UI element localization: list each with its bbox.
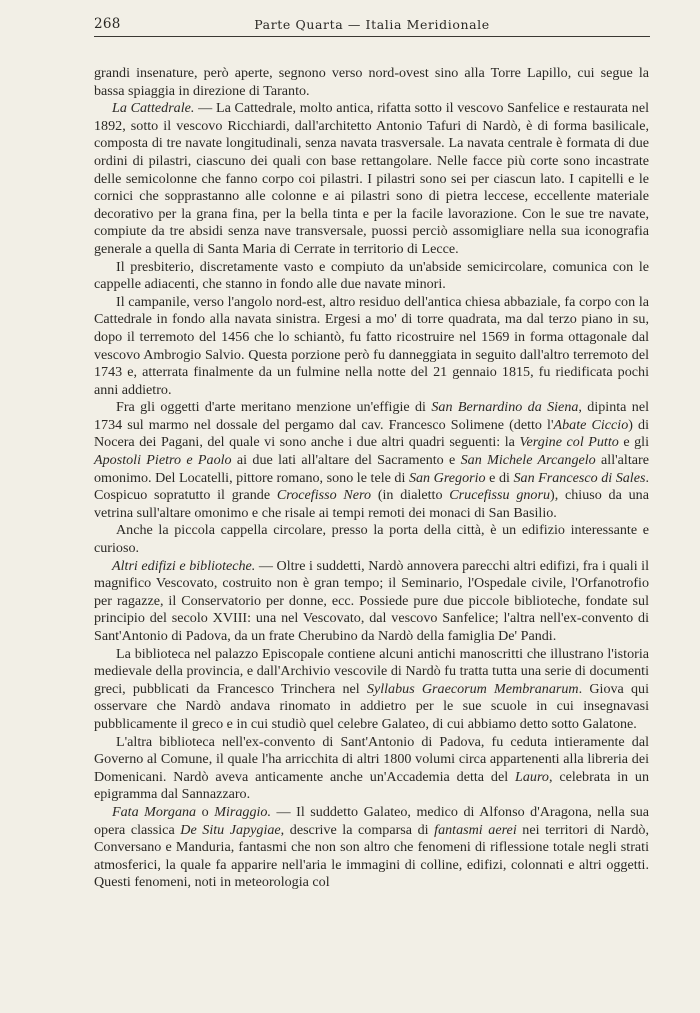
section-heading-miraggio: Miraggio.	[214, 803, 271, 820]
section-heading-altri-edifizi: Altri edifizi e biblioteche.	[112, 557, 256, 574]
section-heading-fata-morgana: Fata Morgana	[112, 803, 197, 820]
paragraph-cappella: Anche la piccola cappella circolare, presso la porta della città, è un edifizio interessante e curioso.	[94, 522, 649, 557]
paragraph-presbiterio: Il presbiterio, discretamente vasto e compiuto da un'abside semicircolare, comunica con le cappelle adiacenti, che stanno in fondo alle due navate minori.	[94, 258, 649, 293]
paragraph-fata-morgana: Fata Morgana o Miraggio. — Il suddetto Galateo, medico di Alfonso d'Aragona, nella sua opera classica De Situ Japygiae, descrive la comparsa di fantasmi aerei nei territori di Nardò, Conversano e Manduria, fantasmi che non son altro che fenomeni di riflessione totale negli strati atmosferici, la quale fa apparire nell'aria le immagini di colline, edifizi, colonnati e altri oggetti. Questi fenomeni, noti in meteorologia col	[94, 803, 650, 891]
section-heading-cattedrale: La Cattedrale.	[112, 100, 195, 117]
paragraph-altra-biblioteca: L'altra biblioteca nell'ex-convento di Sant'Antonio di Padova, fu ceduta intieramente dal Governo al Comune, il quale l'ha arricchita di altri 1800 volumi circa appartenenti alla libreria dei Domenicani. Nardò aveva anticamente anche un'Accademia detta del Lauro, celebrata in un epigramma dal Sannazzaro.	[94, 733, 650, 803]
paragraph-oggetti-arte: Fra gli oggetti d'arte meritano menzione un'effigie di San Bernardino da Siena, dipinta nel 1734 sul marmo nel dossale del pergamo dal cav. Francesco Solimene (detto l'Abate Ciccio) di Nocera dei Pagani, del quale vi sono anche i due altri quadri seguenti: la Vergine col Putto e gli Apostoli Pietro e Paolo ai due lati all'altare del Sacramento e San Michele Arcangelo all'altare omonimo. Del Locatelli, pittore romano, sono le tele di San Gregorio e di San Francesco di Sales. Cospicuo sopratutto il grande Crocefisso Nero (in dialetto Crucefissu gnoru), chiuso da una vetrina sull'altare omonimo e che risale ai tempi remoti dei monaci di San Basilio.	[94, 399, 650, 521]
running-title: Parte Quarta — Italia Meridionale	[254, 17, 490, 32]
paragraph-campanile: Il campanile, verso l'angolo nord-est, altro residuo dell'antica chiesa abbaziale, fa corpo con la Cattedrale in fondo alla navata sinistra. Ergesi a mo' di torre quadrata, ma dal terzo piano in su, dopo il terremoto del 1456 che lo schiantò, fu fatto ricostruire nel 1569 in forma ottagonale dal vescovo Ambrogio Salvio. Questa porzione però fu danneggiata in seguito dall'altro terremoto del 1743 e, atterrata finalmente da un fulmine nella notte del 21 gennaio 1815, fu riedificata pochi anni addietro.	[94, 293, 649, 398]
paragraph-altri-edifizi: Altri edifizi e biblioteche. — Oltre i suddetti, Nardò annovera parecchi altri edifizi, fra i quali il magnifico Vescovato, costruito non è gran tempo; il Seminario, l'Ospedale civile, l'Orfanotrofio per ragazze, il Conservatorio per donne, ecc. Possiede pure due piccole biblioteche, fondate sul principio del secolo XVIII: una nel Vescovato, dal vescovo Sanfelice; l'altra nell'ex-convento di Sant'Antonio di Padova, da un frate Cherubino da Nardò della famiglia De' Pandi.	[94, 557, 649, 644]
paragraph-biblioteca-episcopale: La biblioteca nel palazzo Episcopale contiene alcuni antichi manoscritti che illustrano l'istoria medievale della provincia, e dall'Archivio vescovile di Nardò fu tratta tutta una serie di documenti greci, pubblicati da Francesco Trinchera nel Syllabus Graecorum Membranarum. Giova qui osservare che Nardò andava rinomato in addietro per le sue scuole in cui insegnavasi pubblicamente il greco e in cui studiò quel celebre Galateo, di cui abbiamo detto sotto Galatone.	[94, 645, 649, 732]
paragraph-cattedrale: La Cattedrale. — La Cattedrale, molto antica, rifatta sotto il vescovo Sanfelice e restaurata nel 1892, sotto il vescovo Ricchiardi, dall'architetto Antonio Tafuri di Nardò, è di forma basilicale, composta di tre navate longitudinali, senza navata trasversale. La navata centrale è formata di due ordini di pilastri, ciascuno dei quali con base rettangolare. Nelle facce più corte sono incastrate delle semicolonne che fanno corpo coi pilastri. I pilastri sono sei per ciascun lato. I capitelli e le cornici che sopprastanno alle colonne e ai pilastri sono di pietra leccese, eccellente materiale decorativo per la grana fina, per la bella tinta e per la facile lavorazione. Con le sue tre navate, compiute da tre absidi senza nave transversale, puossi perciò assomigliare nella sua iconografia generale a quella di Santa Maria di Cerrate in territorio di Lecce.	[94, 100, 650, 257]
paragraph-continuation: grandi insenature, però aperte, segnono verso nord-ovest sino alla Torre Lapillo, cui segue la bassa spiaggia in direzione di Taranto.	[94, 65, 649, 99]
page-number: 268	[94, 16, 121, 32]
page-header	[94, 16, 650, 37]
body-text	[94, 65, 649, 892]
